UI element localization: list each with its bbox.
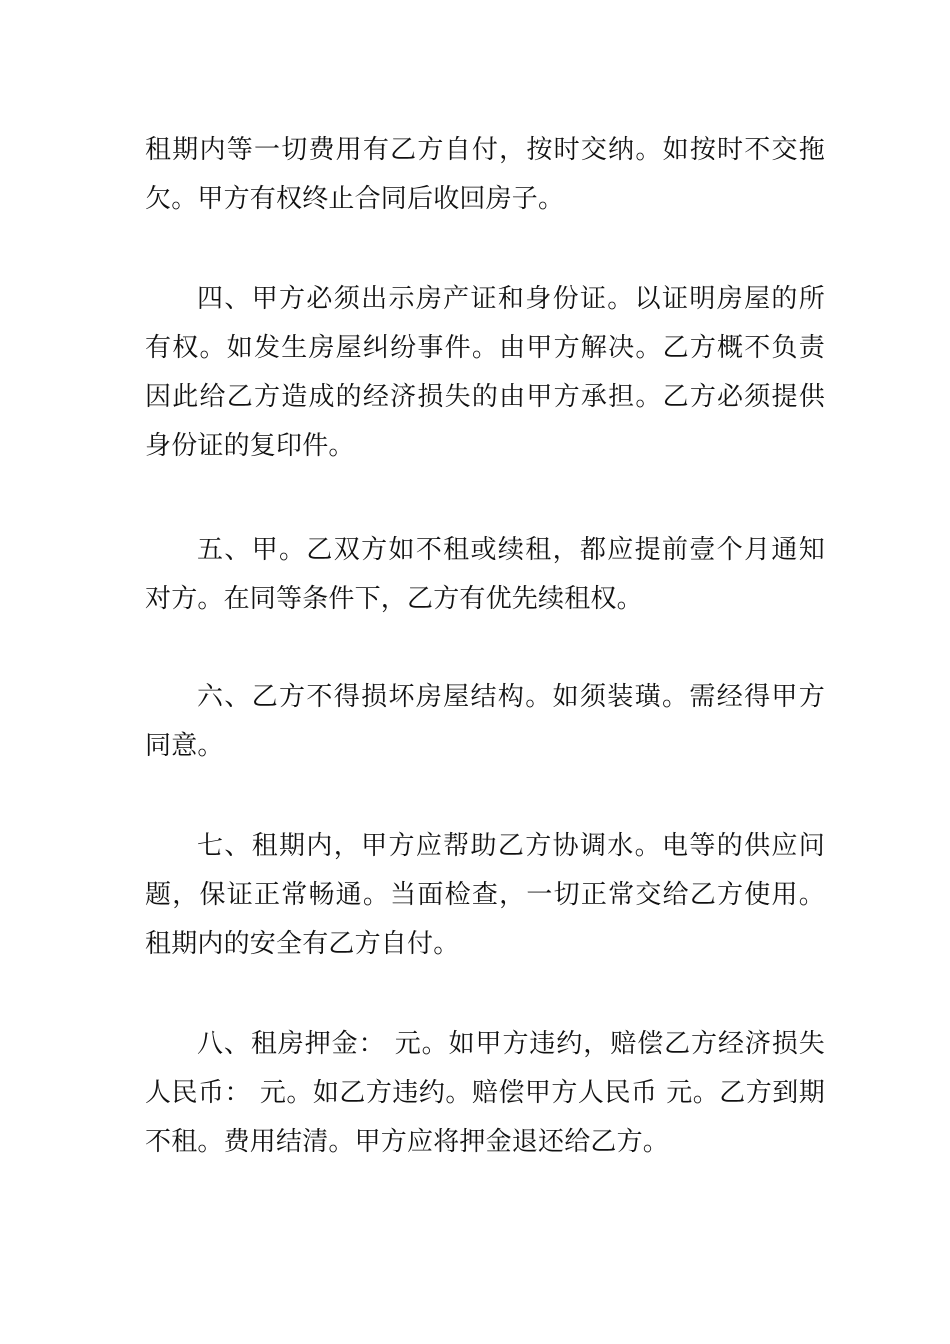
- paragraph-clause-8: 八、租房押金： 元。如甲方违约，赔偿乙方经济损失人民币： 元。如乙方违约。赔偿甲方人民币 元。乙方到期不租。费用结清。甲方应将押金退还给乙方。: [145, 1029, 825, 1157]
- paragraph-fees-continued: 租期内等一切费用有乙方自付，按时交纳。如按时不交拖欠。甲方有权终止合同后收回房子。: [145, 135, 825, 214]
- paragraph-clause-7: 七、租期内，甲方应帮助乙方协调水。电等的供应问题，保证正常畅通。当面检查，一切正常交给乙方使用。租期内的安全有乙方自付。: [145, 831, 825, 959]
- paragraph-clause-6: 六、乙方不得损坏房屋结构。如须装璜。需经得甲方同意。: [145, 682, 825, 761]
- paragraph-clause-5: 五、甲。乙双方如不租或续租，都应提前壹个月通知对方。在同等条件下，乙方有优先续租权。: [145, 535, 825, 614]
- paragraph-clause-4: 四、甲方必须出示房产证和身份证。以证明房屋的所有权。如发生房屋纠纷事件。由甲方解决。乙方概不负责因此给乙方造成的经济损失的由甲方承担。乙方必须提供身份证的复印件。: [145, 284, 825, 461]
